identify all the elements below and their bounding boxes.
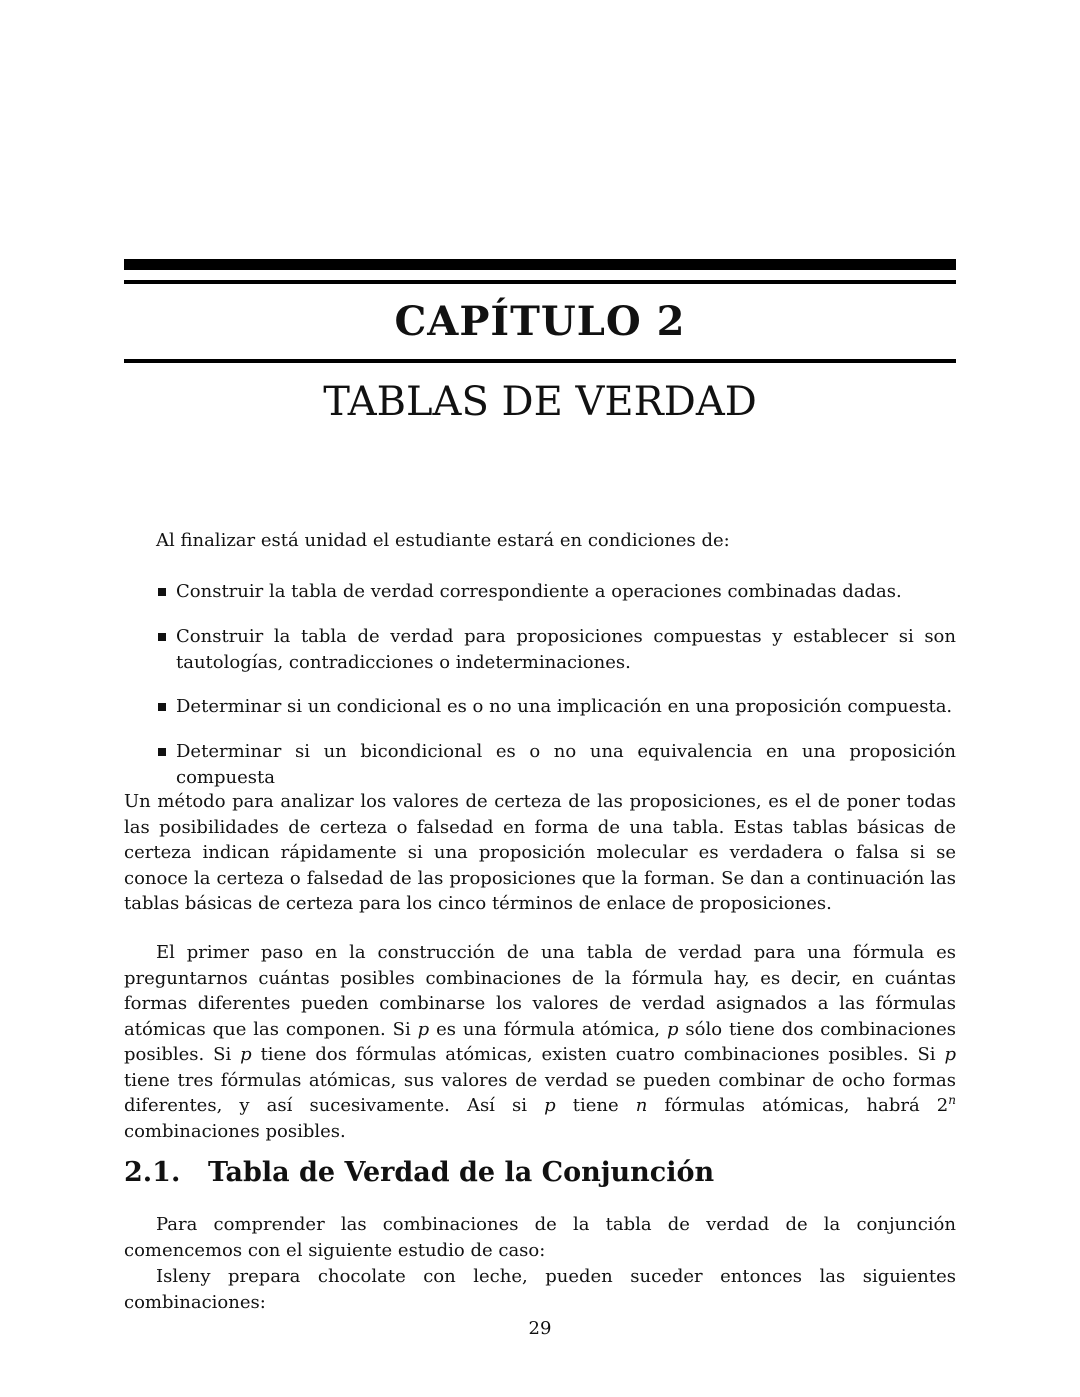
page-number: 29 (528, 1318, 552, 1339)
chapter-title: TABLAS DE VERDAD (323, 379, 757, 425)
list-item: Determinar si un bicondicional es o no una equivalencia en una proposición compuesta (176, 739, 956, 790)
section-heading (124, 1153, 956, 1193)
paragraph-combinations: El primer paso en la construcción de una tabla de verdad para una fórmula es preguntarnos cuántas posibles combinaciones de la fórmula hay, es decir, en cuántas formas diferentes pueden combinarse los valores de verdad asignados a las fórmulas atómicas que las componen. Si p es una fórmula atómica, p sólo tiene dos combinaciones posibles. Si p tiene dos fórmulas atómicas, existen cuatro combinaciones posibles. Si p tiene tres fórmulas atómicas, sus valores de verdad se pueden combinar de ocho formas diferentes, y así sucesivamente. Así si p tiene n fórmulas atómicas, habrá 2$^n$ combinaciones posibles. (124, 942, 956, 1142)
section-number: 2.1. (124, 1157, 181, 1188)
list-item: Determinar si un condicional es o no una implicación en una proposición compuesta. (176, 694, 956, 720)
chapter-rule-top (124, 280, 956, 284)
paragraph-case-study: Para comprender las combinaciones de la tabla de verdad de la conjunción comencemos con el siguiente estudio de caso: (124, 1214, 956, 1261)
list-item: Construir la tabla de verdad para proposiciones compuestas y establecer si son tautologías, contradicciones o indeterminaciones. (176, 624, 956, 675)
paragraph-truth-tables: Un método para analizar los valores de certeza de las proposiciones, es el de poner todas las posibilidades de certeza o falsedad en forma de una tabla. Estas tablas básicas de certeza indican rápidamente si una proposición molecular es verdadera o falsa si se conoce la certeza o falsedad de las proposiciones que la forman. Se dan a continuación las tablas básicas de certeza para los cinco términos de enlace de proposiciones. (124, 791, 956, 914)
paragraph-example: Isleny prepara chocolate con leche, pueden suceder entonces las siguientes combinaciones: (124, 1266, 956, 1313)
chapter-rule-thick (124, 259, 956, 270)
chapter-rule-middle (124, 359, 956, 363)
list-item: Construir la tabla de verdad correspondiente a operaciones combinadas dadas. (176, 579, 956, 605)
chapter-label: CAPÍTULO 2 (394, 298, 686, 345)
section-title: Tabla de Verdad de la Conjunción (208, 1157, 715, 1188)
objectives-intro: Al finalizar está unidad el estudiante estará en condiciones de: (156, 530, 730, 551)
